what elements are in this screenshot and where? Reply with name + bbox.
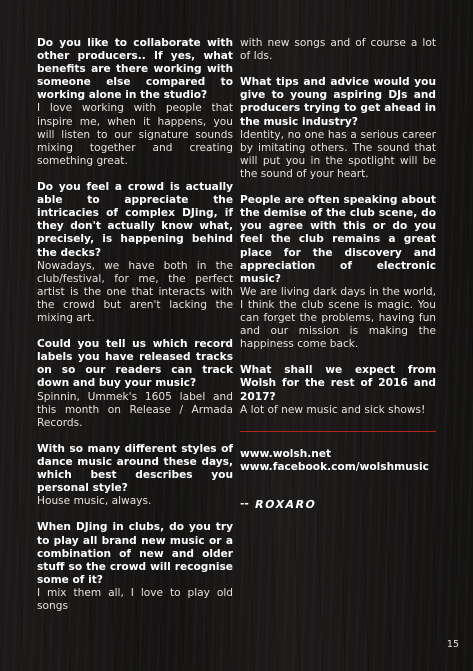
question: Do you like to collaborate with other producers.. If yes, what benefits are there working with someone else compared to working alone in the studio?: [37, 37, 233, 102]
answer: House music, always.: [37, 495, 152, 508]
answer: I love working with people that inspire me, when it happens, you will listen to our signature sounds mixing together and creating something great.: [37, 102, 233, 167]
answer: We are living dark days in the world, I think the club scene is magic. You can forget the problems, having fun and our mission is making the happiness come back.: [240, 285, 436, 351]
qa-block: [37, 443, 233, 508]
answer: I mix them all, I love to play old songs: [37, 586, 233, 613]
question: Do you feel a crowd is actually able to appreciate the intricacies of complex DJing, if they don't actually know what, precisely, is happening behind the decks?: [37, 181, 233, 259]
signature-dash: --: [240, 497, 249, 510]
author-logo: ROXARO: [253, 497, 318, 511]
question: People are often speaking about the demise of the club scene, do you agree with this or do you feel the club remains a great place for the discovery and appreciation of electronic music?: [240, 194, 436, 285]
qa-block: [240, 364, 436, 416]
author-signature: [240, 498, 436, 511]
answer: Spinnin, Ummek's 1605 label and this month on Release / Armada Records.: [37, 390, 233, 429]
question: With so many different styles of dance music around these days, which best describes you personal style?: [37, 442, 233, 495]
answer: Identity, no one has a serious career by imitating others. The sound that will put you in the spotlight will be the sound of your heart.: [240, 128, 436, 180]
qa-block: [37, 338, 233, 430]
question: Could you tell us which record labels you have released tracks on so our readers can track down and buy your music?: [37, 338, 233, 390]
red-divider: [240, 431, 436, 432]
answer: A lot of new music and sick shows!: [240, 403, 426, 416]
artist-links: [240, 448, 436, 474]
page-number: 15: [446, 639, 459, 650]
facebook-link[interactable]: www.facebook.com/wolshmusic: [240, 460, 429, 473]
qa-block: [240, 194, 436, 351]
right-column: [240, 37, 436, 511]
qa-block: [37, 521, 233, 613]
question: What tips and advice would you give to young aspiring DJs and producers trying to get ahead in the music industry?: [240, 76, 436, 128]
answer: Nowadays, we have both in the club/festival, for me, the perfect artist is the one that interacts with the crowd but aren't lacking the mixing art.: [37, 259, 233, 324]
answer-continuation: with new songs and of course a lot of Ids.: [240, 37, 436, 63]
left-column: [37, 37, 233, 613]
qa-block: [37, 37, 233, 168]
question: What shall we expect from Wolsh for the rest of 2016 and 2017?: [240, 364, 436, 403]
answer-continuation-block: [240, 37, 436, 63]
qa-block: [240, 76, 436, 181]
question: When DJing in clubs, do you try to play all brand new music or a combination of new and older stuff so the crowd will recognise some of it?: [37, 521, 233, 586]
qa-block: [37, 181, 233, 325]
website-link[interactable]: www.wolsh.net: [240, 447, 332, 460]
